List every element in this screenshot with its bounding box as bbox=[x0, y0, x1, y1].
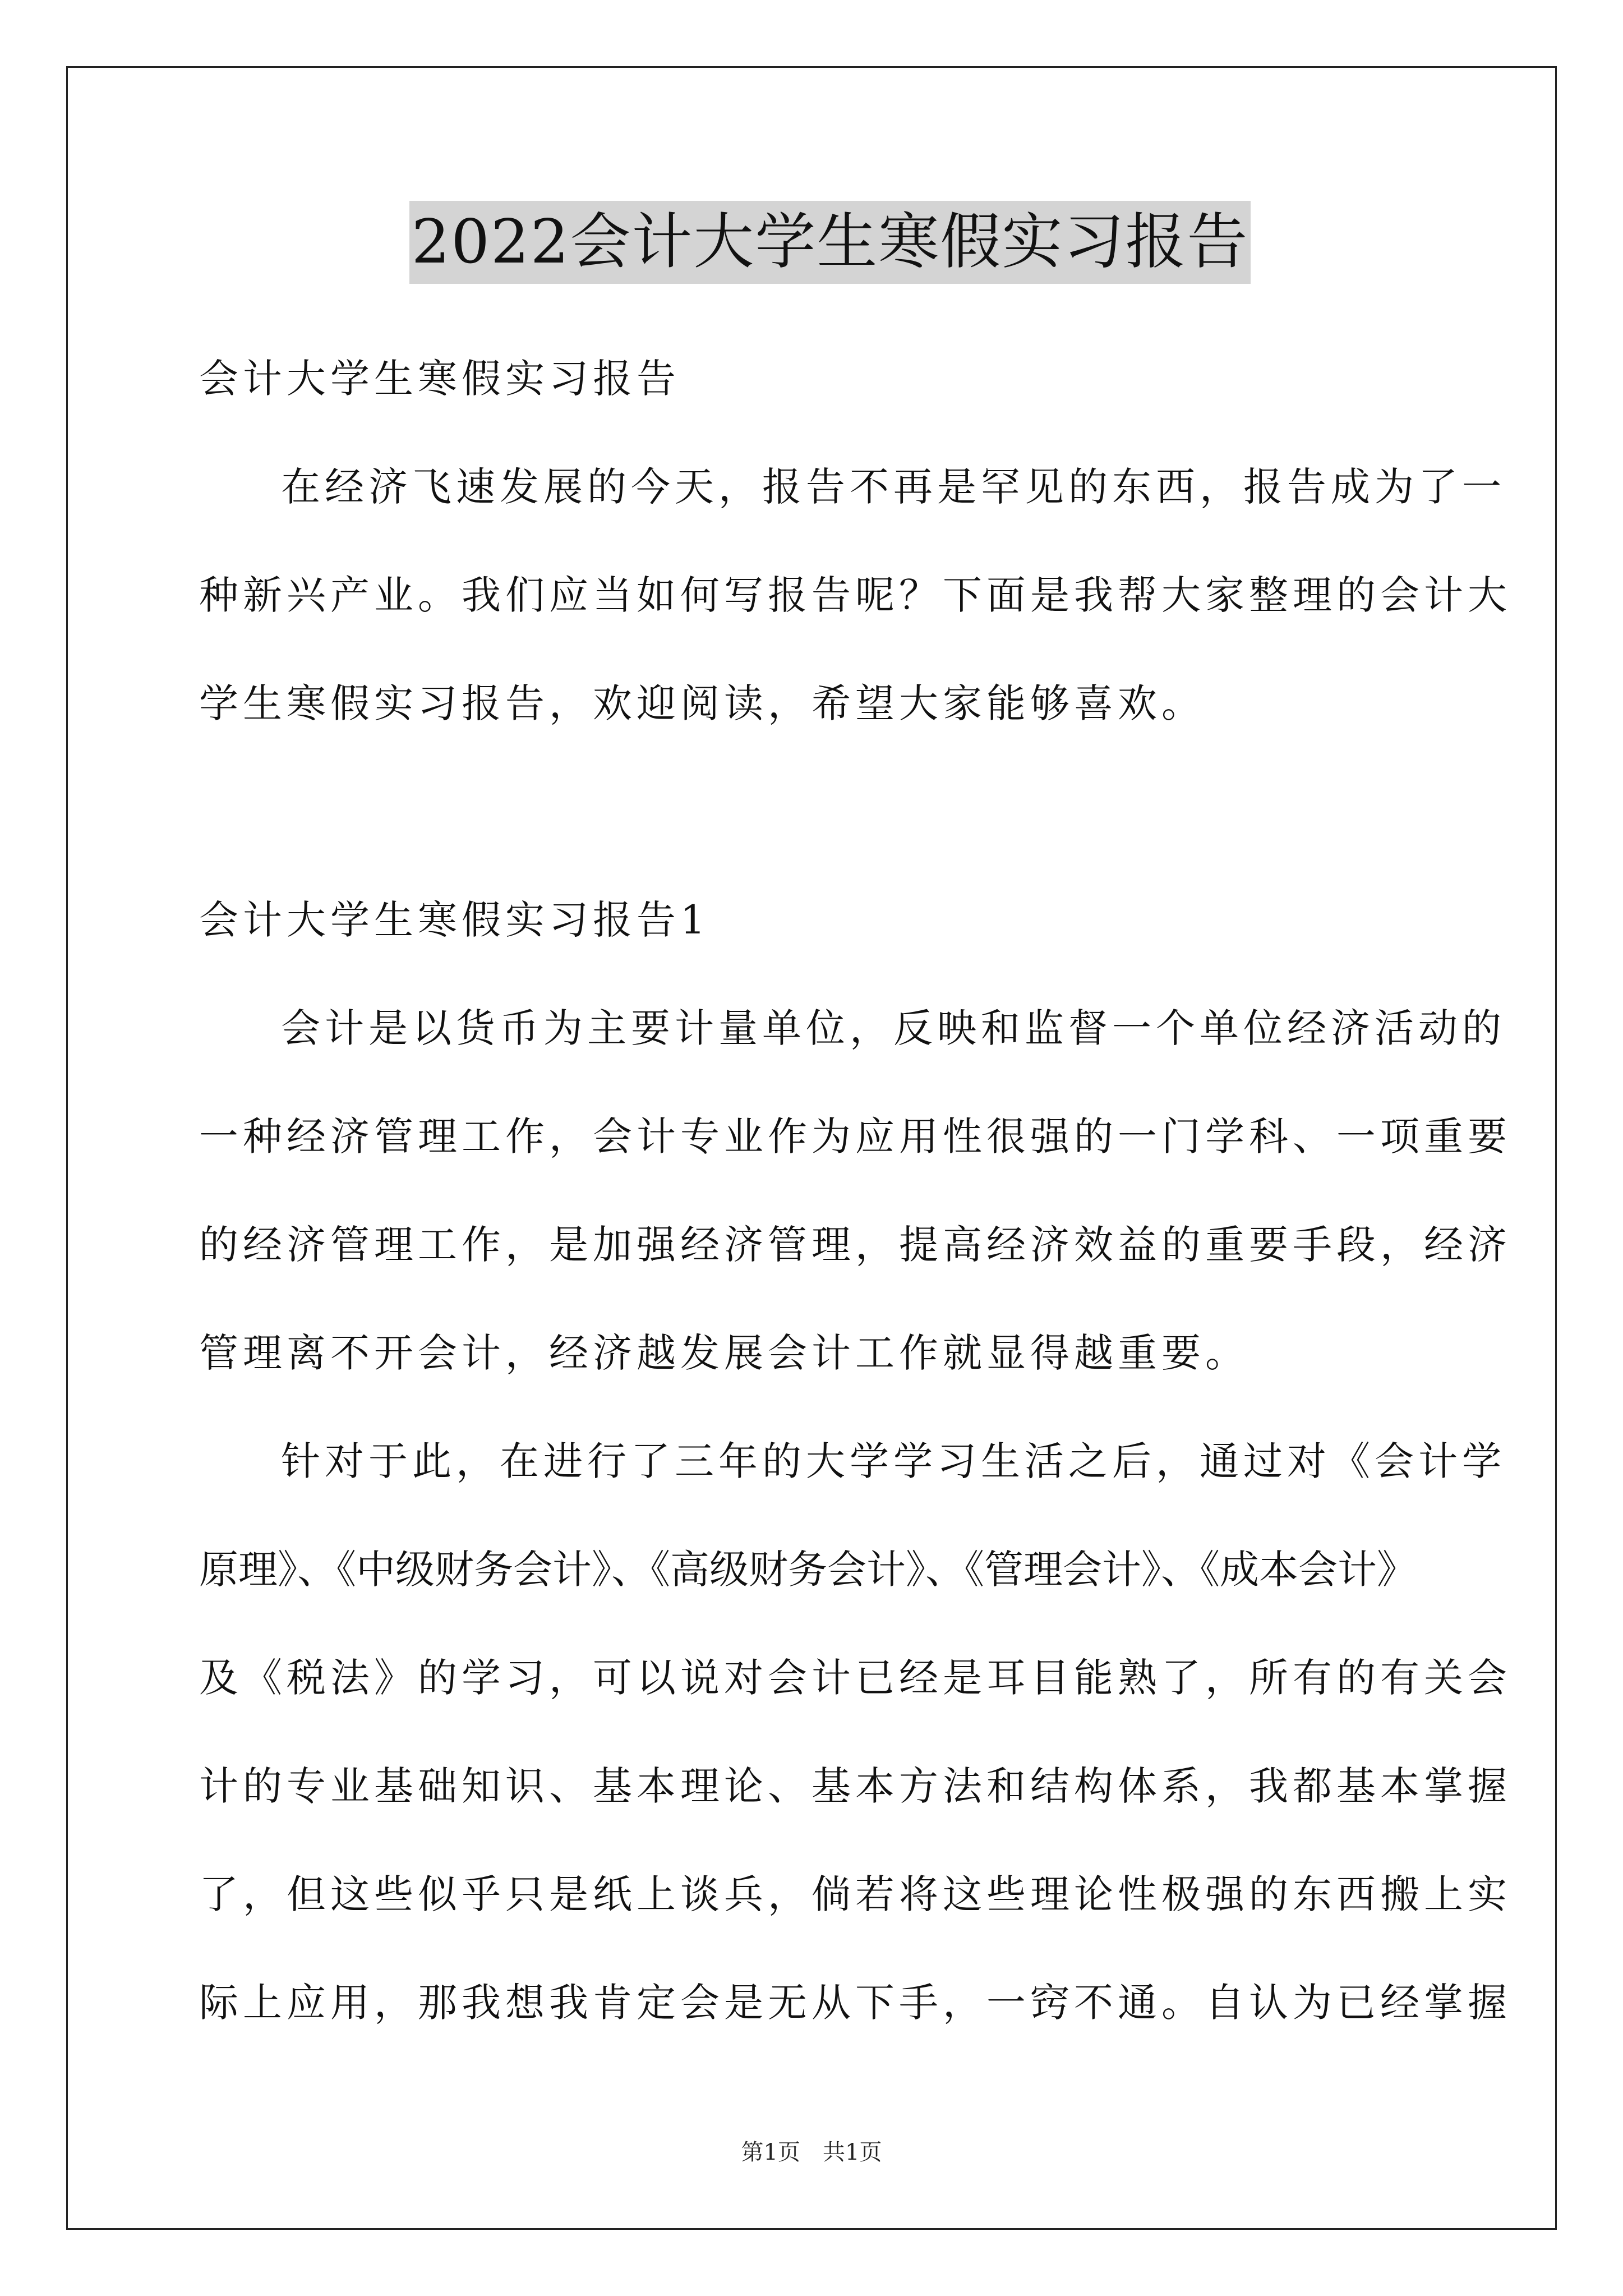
title-wrapper bbox=[199, 201, 1461, 284]
document-title: 2022会计大学生寒假实习报告 bbox=[409, 201, 1251, 284]
page-number: 第1页 bbox=[741, 2139, 800, 2165]
paragraph-line: 一种经济管理工作，会计专业作为应用性很强的一门学科、一项重要 bbox=[199, 1114, 1511, 1159]
section-heading: 会计大学生寒假实习报告1 bbox=[199, 897, 710, 943]
paragraph-line: 针对于此，在进行了三年的大学学习生活之后，通过对《会计学 bbox=[281, 1438, 1506, 1484]
paragraph-line: 管理离不开会计，经济越发展会计工作就显得越重要。 bbox=[199, 1330, 1249, 1376]
paragraph-line: 原理》、《中级财务会计》、《高级财务会计》、《管理会计》、《成本会计》 bbox=[199, 1547, 1416, 1593]
paragraph-line: 在经济飞速发展的今天，报告不再是罕见的东西，报告成为了一 bbox=[281, 464, 1506, 510]
paragraph-line: 际上应用，那我想我肯定会是无从下手，一窍不通。自认为已经掌握 bbox=[199, 1980, 1511, 2026]
page-total: 共1页 bbox=[823, 2139, 882, 2165]
subtitle: 会计大学生寒假实习报告 bbox=[199, 356, 680, 402]
paragraph-line: 计的专业基础知识、基本理论、基本方法和结构体系，我都基本掌握 bbox=[199, 1763, 1511, 1809]
page-footer bbox=[0, 2138, 1623, 2166]
paragraph-line: 及《税法》的学习，可以说对会计已经是耳目能熟了，所有的有关会 bbox=[199, 1655, 1511, 1701]
paragraph-line: 种新兴产业。我们应当如何写报告呢？下面是我帮大家整理的会计大 bbox=[199, 572, 1511, 618]
paragraph-line: 的经济管理工作，是加强经济管理，提高经济效益的重要手段，经济 bbox=[199, 1222, 1511, 1268]
paragraph-line: 会计是以货币为主要计量单位，反映和监督一个单位经济活动的 bbox=[281, 1005, 1506, 1051]
paragraph-line: 学生寒假实习报告，欢迎阅读，希望大家能够喜欢。 bbox=[199, 680, 1205, 726]
paragraph-line: 了，但这些似乎只是纸上谈兵，倘若将这些理论性极强的东西搬上实 bbox=[199, 1871, 1511, 1917]
